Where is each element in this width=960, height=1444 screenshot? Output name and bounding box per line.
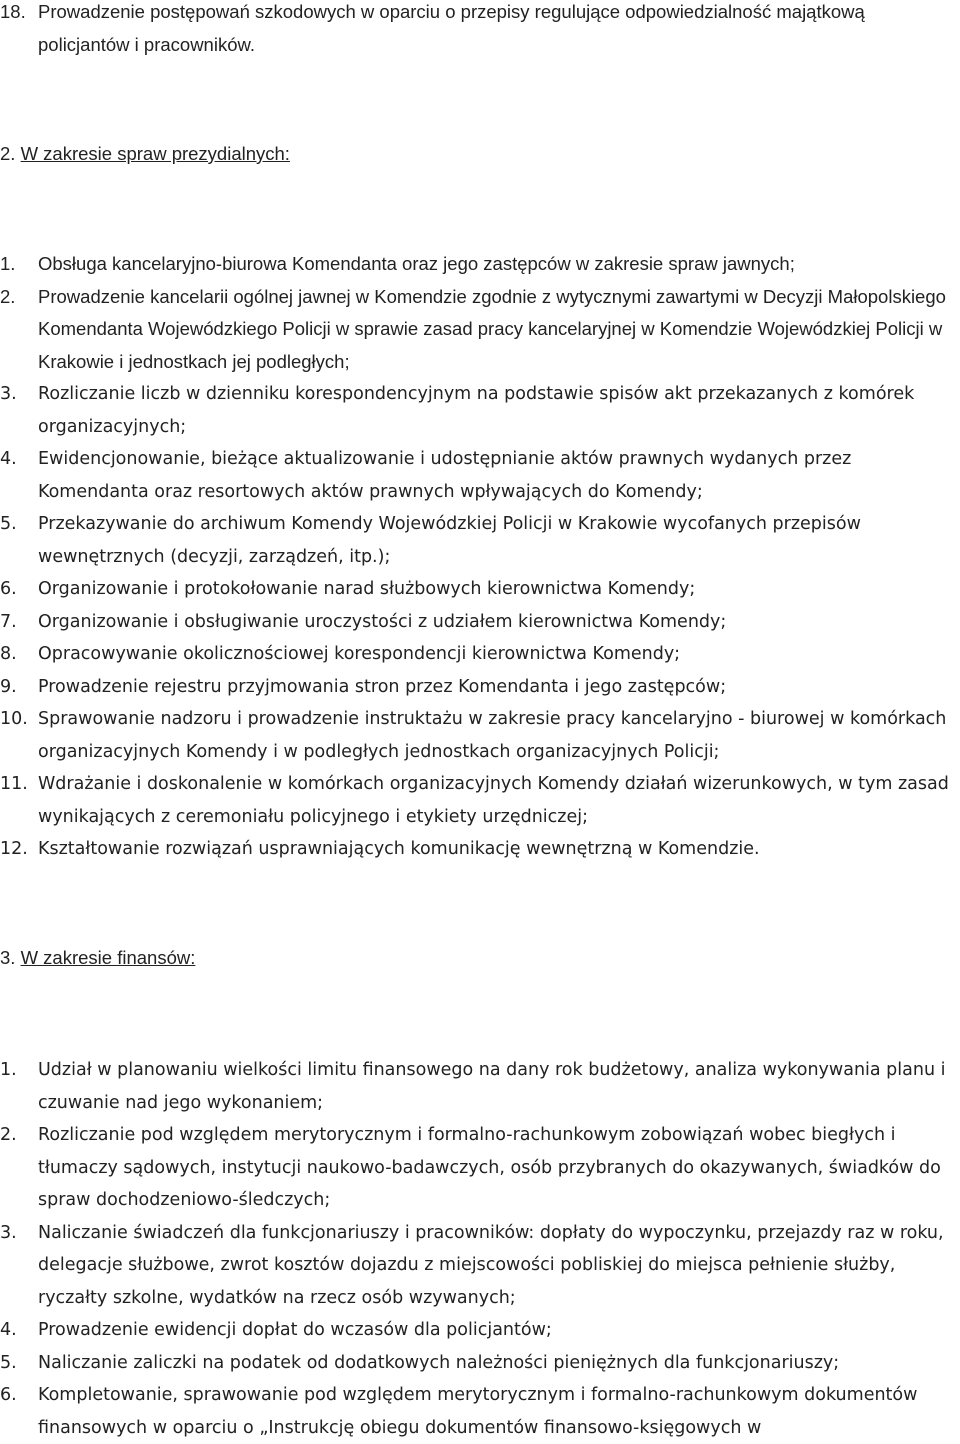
list-item-18 <box>0 0 958 61</box>
list-item-text: Ewidencjonowanie, bieżące aktualizowanie i udostępnianie aktów prawnych wydanych przez Komendanta oraz resortowych aktów prawnych wpływających do Komendy; <box>38 449 852 502</box>
list-item-number: 2. <box>0 1125 17 1145</box>
list-item-text: Prowadzenie rejestru przyjmowania stron przez Komendanta i jego zastępców; <box>38 676 727 697</box>
list-item-text: Udział w planowaniu wielkości limitu finansowego na dany rok budżetowy, analiza wykonywania planu i czuwanie nad jego wykonaniem; <box>38 1060 946 1113</box>
list-item-number: 4. <box>0 449 17 469</box>
section-heading-finanse <box>0 942 195 975</box>
list-item-text: Organizowanie i obsługiwanie uroczystości z udziałem kierownictwa Komendy; <box>38 611 727 632</box>
list-item-number: 2. <box>0 285 16 307</box>
list-item-number: 18. <box>0 1 26 22</box>
list-item-text: Rozliczanie liczb w dzienniku korespondencyjnym na podstawie spisów akt przekazanych z komórek organizacyjnych; <box>38 384 915 437</box>
list-item <box>0 573 960 606</box>
list-item-text: Opracowywanie okolicznościowej korespondencji kierownictwa Komendy; <box>38 644 681 664</box>
section2-list <box>0 248 960 866</box>
list-item-number: 1. <box>0 253 16 274</box>
section-number: 3. <box>0 947 16 968</box>
list-item-text: Kształtowanie rozwiązań usprawniających komunikację wewnętrzną w Komendzie. <box>38 839 760 859</box>
list-item-number: 4. <box>0 1320 17 1340</box>
list-item-number: 5. <box>0 1352 17 1373</box>
list-item-text: Przekazywanie do archiwum Komendy Wojewódzkiej Policji w Krakowie wycofanych przepisów wewnętrznych (decyzji, zarządzeń, itp.); <box>38 514 861 567</box>
list-item-text: Sprawowanie nadzoru i prowadzenie instruktażu w zakresie pracy kancelaryjno - biurowej w komórkach organizacyjnych Komendy i w podległych jednostkach organizacyjnych Policji; <box>38 709 947 762</box>
list-item-number: 6. <box>0 1385 17 1405</box>
section3-list <box>0 1054 960 1444</box>
list-item-text: Kompletowanie, sprawowanie pod względem merytorycznym i formalno-rachunkowym dokumentów finansowych w oparciu o „Instrukcję obiegu dokumentów finansowo-księgowych w <box>38 1385 918 1438</box>
list-item-number: 8. <box>0 644 17 664</box>
list-item-number: 6. <box>0 579 17 599</box>
list-item-text: Naliczanie świadczeń dla funkcjonariuszy i pracowników: dopłaty do wypoczynku, przejazdy raz w roku, delegacje służbowe, zwrot kosztów dojazdu z miejscowości pobliskiej do miejsca pełnienie służby, ryczałty szkolne, wydatków na rzecz osób wzywanych; <box>38 1222 944 1308</box>
list-item-number: 12. <box>0 839 28 859</box>
list-item <box>0 1217 960 1315</box>
list-item <box>0 833 960 866</box>
list-item-text: Prowadzenie kancelarii ogólnej jawnej w Komendzie zgodnie z wytycznymi zawartymi w Decyzji Małopolskiego Komendanta Wojewódzkiego Policji w sprawie zasad pracy kancelaryjnej w Komendzie Wojewódzkiej Policji w Krakowie i jednostkach jej podległych; <box>38 285 946 372</box>
section-title: W zakresie finansów: <box>20 947 196 968</box>
list-item <box>0 703 960 768</box>
list-item-number: 11. <box>0 774 28 794</box>
list-item <box>0 443 960 508</box>
list-item <box>0 638 960 671</box>
list-item <box>0 671 960 704</box>
section-number: 2. <box>0 143 16 164</box>
list-item <box>0 378 960 443</box>
list-item-number: 3. <box>0 1222 17 1243</box>
section-heading-prezydialne <box>0 138 290 171</box>
list-item-number: 10. <box>0 709 28 729</box>
list-item-text: Prowadzenie ewidencji dopłat do wczasów dla policjantów; <box>38 1320 552 1340</box>
list-item <box>0 768 960 833</box>
list-item-text: Naliczanie zaliczki na podatek od dodatkowych należności pieniężnych dla funkcjonariuszy; <box>38 1352 840 1373</box>
list-item <box>0 1379 960 1444</box>
list-item <box>0 1347 960 1380</box>
list-item-number: 3. <box>0 384 17 404</box>
list-item <box>0 1314 960 1347</box>
list-item <box>0 281 960 379</box>
list-item-text: Obsługa kancelaryjno-biurowa Komendanta oraz jego zastępców w zakresie spraw jawnych; <box>38 253 795 274</box>
list-item <box>0 606 960 639</box>
list-item-number: 9. <box>0 676 17 697</box>
list-item-text: Wdrażanie i doskonalenie w komórkach organizacyjnych Komendy działań wizerunkowych, w tym zasad wynikających z ceremoniału policyjnego i etykiety urzędniczej; <box>38 774 949 827</box>
list-item-text: Rozliczanie pod względem merytorycznym i formalno-rachunkowym zobowiązań wobec biegłych i tłumaczy sądowych, instytucji naukowo-badawczych, osób przybranych do okazywanych, świadków do spraw dochodzeniowo-śledczych; <box>38 1125 941 1210</box>
list-item-text: Organizowanie i protokołowanie narad służbowych kierownictwa Komendy; <box>38 579 696 599</box>
list-item-text: Prowadzenie postępowań szkodowych w oparciu o przepisy regulujące odpowiedzialność majątkową policjantów i pracowników. <box>38 1 865 55</box>
list-item-number: 1. <box>0 1060 17 1080</box>
list-item-number: 7. <box>0 611 17 632</box>
list-item-number: 5. <box>0 514 17 534</box>
section-title: W zakresie spraw prezydialnych: <box>20 143 290 164</box>
list-item <box>0 508 960 573</box>
list-item <box>0 1054 960 1119</box>
list-item <box>0 248 960 281</box>
list-item <box>0 1119 960 1217</box>
